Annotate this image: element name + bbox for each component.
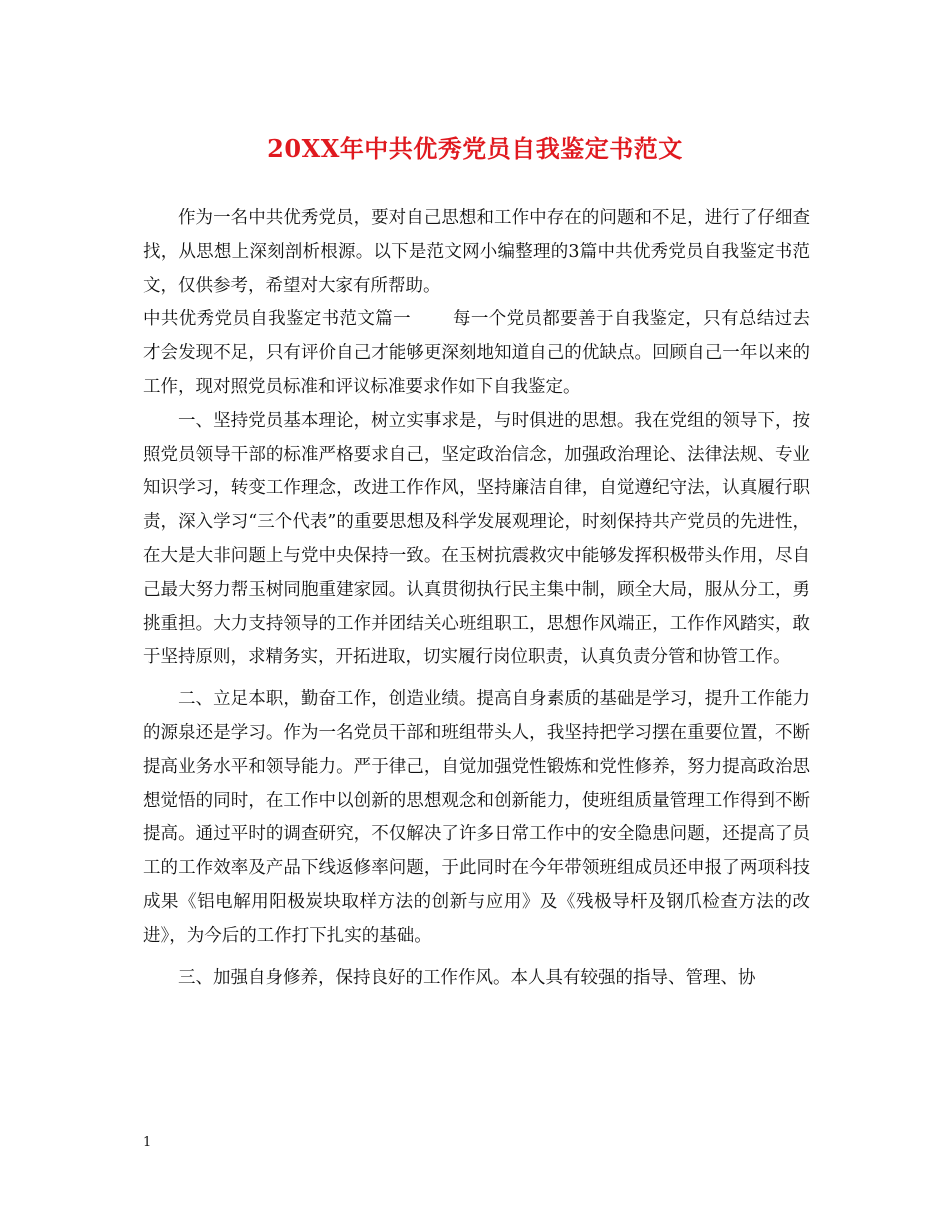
body-paragraph-3: 三、加强自身修养，保持良好的工作作风。本人具有较强的指导、管理、协 [178, 967, 756, 988]
section-paragraph [143, 303, 810, 404]
body-paragraph-1: 一、坚持党员基本理论，树立实事求是，与时俱进的思想。我在党组的领导下，按照党员领导干部的标准严格要求自己，坚定政治信念，加强政治理论、法律法规、专业知识学习，转变工作理念，改进工作作风，坚持廉洁自律，自觉遵纪守法，认真履行职责，深入学习“三个代表”的重要思想及科学发展观理论，时刻保持共产党员的先进性，在大是大非问题上与党中央保持一致。在玉树抗震救灾中能够发挥积极带头作用，尽自己最大努力帮玉树同胞重建家园。认真贯彻执行民主集中制，顾全大局，服从分工，勇挑重担。大力支持领导的工作并团结关心班组职工，思想作风端正，工作作风踏实，敢于坚持原则，求精务实，开拓进取，切实履行岗位职责，认真负责分管和协管工作。 [143, 410, 810, 668]
document-body [143, 202, 810, 995]
intro-paragraph: 作为一名中共优秀党员，要对自己思想和工作中存在的问题和不足，进行了仔细查找，从思想上深刻剖析根源。以下是范文网小编整理的3篇中共优秀党员自我鉴定书范文，仅供参考，希望对大家有所帮助。 [143, 208, 810, 296]
section-opening-text: 每一个党员都要善于自我鉴定，只有总结过去才会发现不足，只有评价自己才能够更深刻地知道自己的优缺点。回顾自己一年以来的工作，现对照党员标准和评议标准要求作如下自我鉴定。 [143, 309, 810, 397]
paragraph-gap [143, 954, 810, 962]
section-heading: 中共优秀党员自我鉴定书范文篇一 [143, 309, 412, 330]
body-paragraph-2: 二、立足本职，勤奋工作，创造业绩。提高自身素质的基础是学习，提升工作能力的源泉还是学习。作为一名党员干部和班组带头人，我坚持把学习摆在重要位置，不断提高业务水平和领导能力。严于律己，自觉加强党性锻炼和党性修养，努力提高政治思想觉悟的同时，在工作中以创新的思想观念和创新能力，使班组质量管理工作得到不断提高。通过平时的调查研究，不仅解决了许多日常工作中的安全隐患问题，还提高了员工的工作效率及产品下线返修率问题，于此同时在今年带领班组成员还申报了两项科技成果《铝电解用阳极炭块取样方法的创新与应用》及《残极导杆及钢爪检查方法的改进》，为今后的工作打下扎实的基础。 [143, 689, 810, 946]
document-title: 20XX年中共优秀党员自我鉴定书范文 [267, 134, 683, 163]
page-number: 1 [143, 1135, 152, 1150]
paragraph-gap [143, 675, 810, 683]
